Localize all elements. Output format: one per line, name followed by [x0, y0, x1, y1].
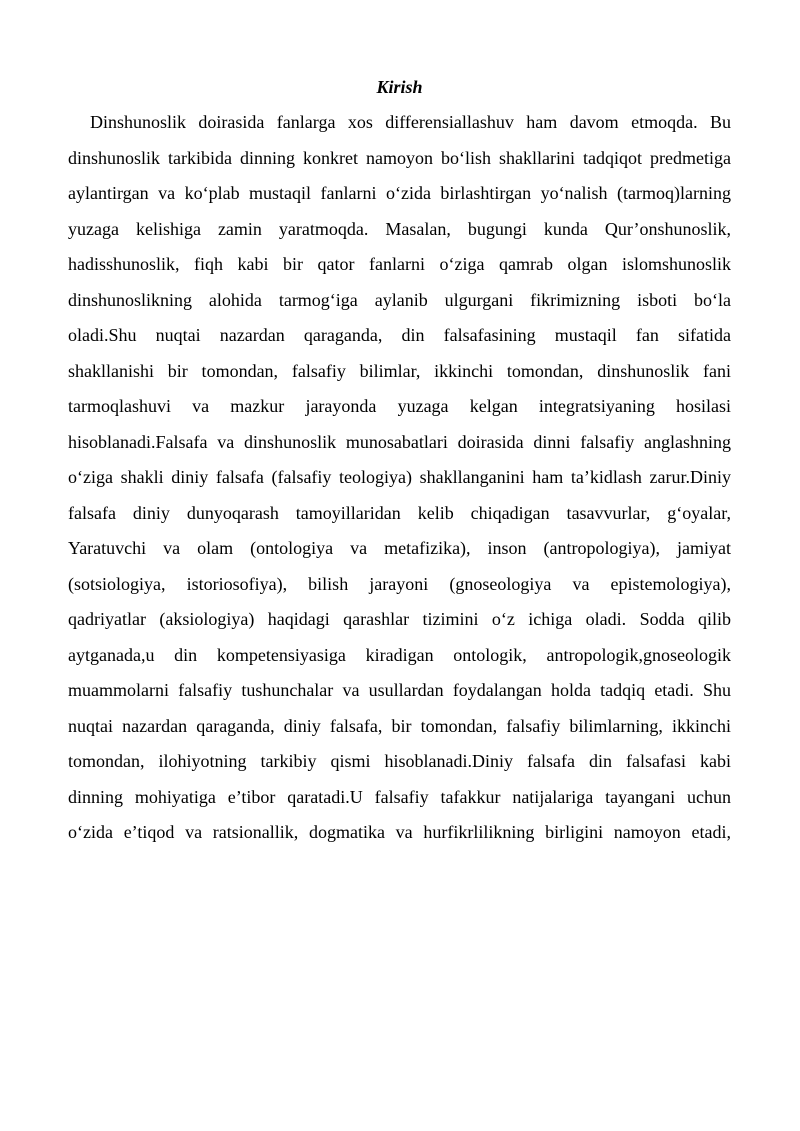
text-line: falsafa diniy dunyoqarash tamoyillaridan kelib chiqadigan tasavvurlar, g‘oyalar,: [68, 502, 731, 523]
text-line: tomondan, ilohiyotning tarkibiy qismi hisoblanadi.Diniy falsafa din falsafasi kabi: [68, 751, 731, 771]
text-line: dinning mohiyatiga e’tibor qaratadi.U falsafiy tafakkur natijalariga tayangani uchun: [68, 786, 731, 807]
text-line: dinshunoslikning alohida tarmog‘iga aylanib ulgurgani fikrimizning isboti bo‘la: [68, 289, 731, 310]
body-paragraph: [68, 105, 731, 851]
text-line: yuzaga kelishiga zamin yaratmoqda. Masalan, bugungi kunda Qur’onshunoslik,: [68, 218, 731, 239]
text-line: (sotsiologiya, istoriosofiya), bilish jarayoni (gnoseologiya va epistemologiya),: [68, 573, 731, 594]
text-line: hisoblanadi.Falsafa va dinshunoslik munosabatlari doirasida dinni falsafiy anglashning: [68, 431, 731, 452]
text-line: Yaratuvchi va olam (ontologiya va metafizika), inson (antropologiya), jamiyat: [68, 538, 731, 558]
text-line: tarmoqlashuvi va mazkur jarayonda yuzaga kelgan integratsiyaning hosilasi: [68, 396, 731, 416]
text-line: dinshunoslik tarkibida dinning konkret namoyon bo‘lish shakllarini tadqiqot predmetiga: [68, 147, 731, 168]
text-line: o‘zida e’tiqod va ratsionallik, dogmatika va hurfikrlilikning birligini namoyon etadi,: [68, 822, 731, 842]
text-line: aylantirgan va ko‘plab mustaqil fanlarni o‘zida birlashtirgan yo‘nalish (tarmoq)larning: [68, 183, 731, 203]
text-line: aytganada,u din kompetensiyasiga kiradigan ontologik, antropologik,gnoseologik: [68, 644, 731, 665]
text-line: qadriyatlar (aksiologiya) haqidagi qarashlar tizimini o‘z ichiga oladi. Sodda qilib: [68, 609, 731, 629]
section-heading: Kirish: [376, 77, 423, 97]
text-line: shakllanishi bir tomondan, falsafiy bilimlar, ikkinchi tomondan, dinshunoslik fani: [68, 360, 731, 381]
text-line: o‘ziga shakli diniy falsafa (falsafiy teologiya) shakllanganini ham ta’kidlash zarur.Diniy: [68, 467, 731, 487]
text-line: muammolarni falsafiy tushunchalar va usullardan foydalangan holda tadqiq etadi. Shu: [68, 680, 731, 700]
text-line: hadisshunoslik, fiqh kabi bir qator fanlarni o‘ziga qamrab olgan islomshunoslik: [68, 254, 731, 274]
text-line: nuqtai nazardan qaraganda, diniy falsafa, bir tomondan, falsafiy bilimlarning, ikkinchi: [68, 715, 731, 736]
text-line: oladi.Shu nuqtai nazardan qaraganda, din falsafasining mustaqil fan sifatida: [68, 325, 731, 345]
text-line: Dinshunoslik doirasida fanlarga xos differensiallashuv ham davom etmoqda. Bu: [90, 112, 731, 132]
